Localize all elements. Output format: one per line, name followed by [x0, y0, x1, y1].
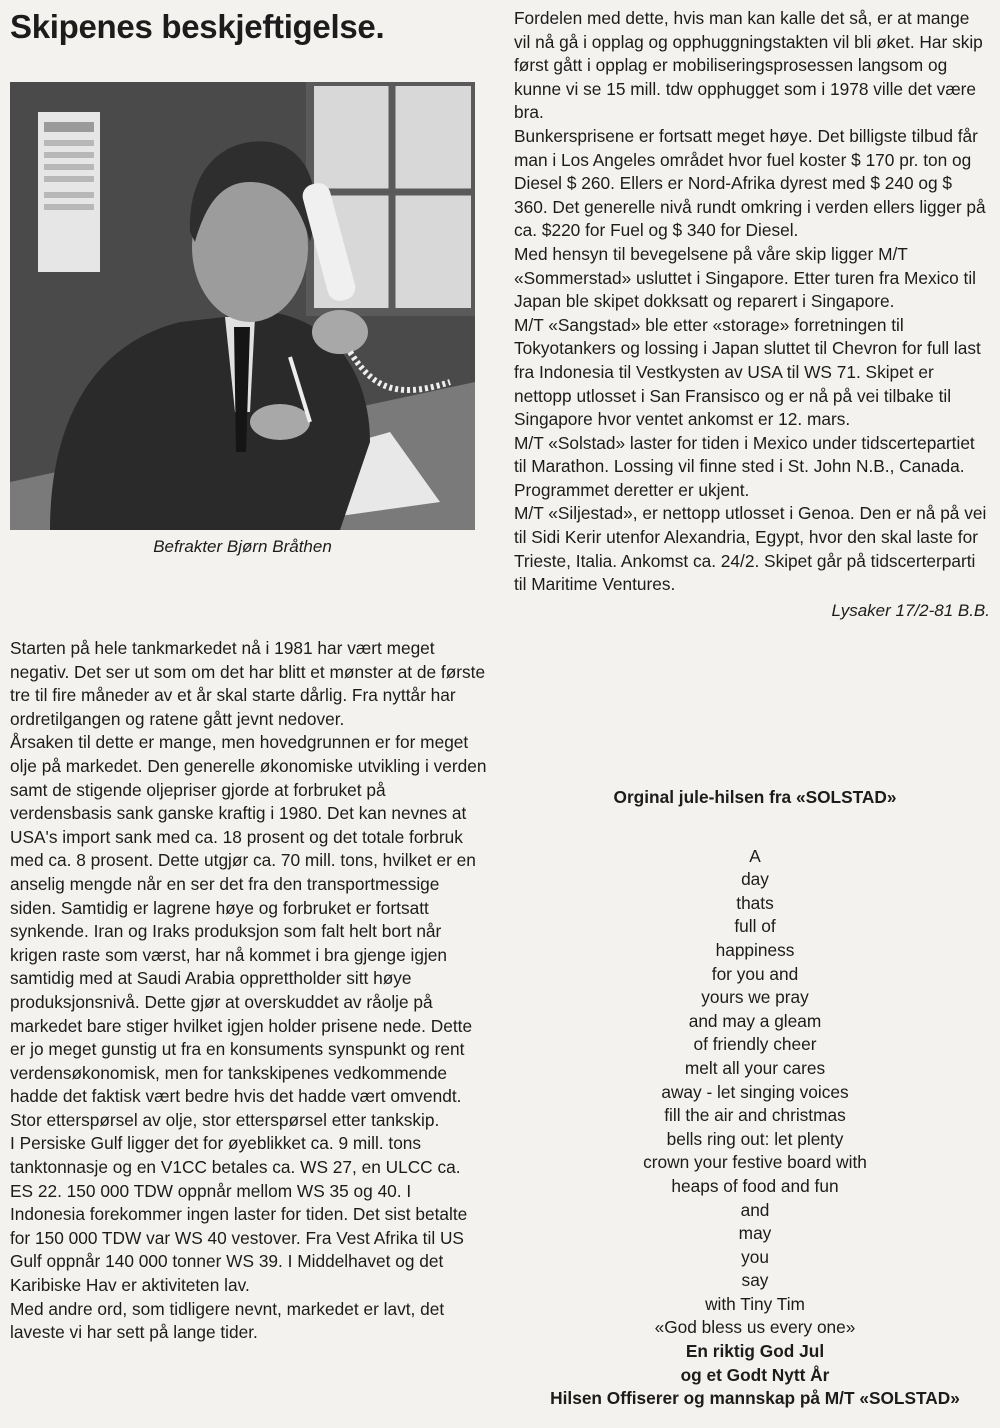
poem-line: you [741, 1246, 769, 1267]
poem-line: fill the air and christmas [664, 1105, 846, 1126]
poem-closing-line: En riktig God Jul [685, 1341, 825, 1362]
poem-line: full of [734, 916, 776, 937]
photo-caption: Befrakter Bjørn Bråthen [153, 537, 332, 556]
article-paragraph: Med andre ord, som tidligere nevnt, markedet er lavt, det laveste vi har sett på lange tider. [10, 1298, 445, 1343]
poem-closing-line: og et Godt Nytt År [680, 1364, 830, 1385]
article-paragraph: Bunkersprisene er fortsatt meget høye. Det billigste tilbud får man i Los Angeles området hvor fuel koster $ 170 pr. ton og Diesel $ 260. Ellers er Nord-Afrika dyrest med $ 240 og $ 360. Det generelle nivå rundt omkring i verden ellers ligger på ca. $220 for Fuel og $ 340 for Diesel. [514, 125, 986, 241]
poem-line: happiness [715, 939, 795, 960]
christmas-greeting [514, 786, 996, 1411]
portrait-photo-illustration [10, 82, 475, 530]
article-paragraph: Fordelen med dette, hvis man kan kalle det så, er at mange vil nå gå i opplag og opphuggningstakten vil bli øket. Har skip først gått i opplag er mobiliseringsprosessen langsom og kunne vi se 15 mill. tdw opphugget som i 1978 ville det være bra. [514, 8, 983, 123]
poem-line: of friendly cheer [693, 1034, 817, 1055]
article-paragraph: Med hensyn til bevegelsene på våre skip ligger M/T «Sommerstad» usluttet i Singapore. Etter turen fra Mexico til Japan ble skipet dokksatt og reparert i Singapore. [514, 243, 977, 312]
article-paragraph: M/T «Sangstad» ble etter «storage» forretningen til Tokyotankers og lossing i Japan sluttet til Chevron for full last fra Indonesia til Vestkysten av USA til WS 71. Skipet er nettopp utlosset i San Fransisco og er nå på vei tilbake til Singapore hvor ventet ankomst er 12. mars. [514, 314, 981, 430]
poem-line: thats [736, 892, 774, 913]
poem-title: Orginal jule-hilsen fra «SOLSTAD» [613, 787, 897, 807]
poem-line: say [741, 1270, 769, 1291]
poem-closing [514, 1340, 996, 1411]
article-paragraph: Årsaken til dette er mange, men hovedgrunnen er for meget olje på markedet. Den generelle økonomiske utvikling i verden samt de stigende oljepriser gjorde at forbruket på verdensbasis sank ganske kraftig i 1980. Det kan nevnes at USA's import sank med ca. 18 prosent og det totale forbruk med ca. 8 prosent. Dette utgjør ca. 70 mill. tons, hvilket er en anselig mengde når en ser det fra den transportmessige siden. Samtidig er lagrene høye og forbruket er fortsatt synkende. Iran og Iraks produksjon som falt helt bort når krigen raste som værst, har nå kommet i bra gjenge igjen samtidig med at Saudi Arabia opprettholder sitt høye produksjonsnivå. Dette gjør at overskuddet av råolje på markedet bare stiger hvilket igjen holder prisene nede. Dette er jo meget gunstig ut fra en konsuments synspunkt og rent verdensøkonomisk, men for tankskipenes vedkommende hadde det faktisk vært bedre hvis det hadde vært omvendt. Stor etterspørsel av olje, stor etterspørsel etter tankskip. [10, 732, 487, 1130]
poem-line: day [741, 869, 769, 890]
article-paragraph: I Persiske Gulf ligger det for øyeblikket ca. 9 mill. tons tanktonnasje og en V1CC betales ca. WS 27, en ULCC ca. ES 22. 150 000 TDW oppnår mellom WS 35 og 40. I Indonesia forekommer ingen laster for tiden. Det sist betalte for 150 000 TDW var WS 40 vestover. Fra Vest Afrika til US Gulf oppnår 140 000 tonner WS 39. I Middelhavet og det Karibiske Hav er aktiviteten lav. [10, 1133, 468, 1296]
poem-line: and may a gleam [688, 1010, 822, 1031]
poem-line: crown your festive board with [643, 1152, 867, 1173]
poem-line: for you and [711, 963, 799, 984]
poem-line: A [749, 845, 761, 866]
article-paragraph: M/T «Siljestad», er nettopp utlosset i Genoa. Den er nå på vei til Sidi Kerir utenfor Alexandria, Egypt, hvor den skal laste for Trieste, Italia. Ankomst ca. 24/2. Skipet går på tidscerterparti til Maritime Ventures. [514, 503, 987, 595]
poem-lines [514, 845, 996, 1340]
poem-line: and [740, 1199, 770, 1220]
poem-line: may [738, 1223, 772, 1244]
poem-line: «God bless us every one» [654, 1317, 856, 1338]
poem-line: with Tiny Tim [705, 1293, 805, 1314]
poem-line: melt all your cares [684, 1057, 826, 1078]
article-left-column [10, 637, 488, 1345]
poem-closing-line: Hilsen Offiserer og mannskap på M/T «SOLSTAD» [550, 1388, 960, 1409]
article-paragraph: M/T «Solstad» laster for tiden i Mexico under tidscertepartiet til Marathon. Lossing vil finne sted i St. John N.B., Canada. Programmet deretter er ukjent. [514, 432, 975, 500]
article-right-column [514, 7, 990, 622]
article-paragraph: Starten på hele tankmarkedet nå i 1981 har vært meget negativ. Det ser ut som om det har blitt et mønster at de første tre til fire måneder av et år skal starte dårlig. Fra nyttår har ordretilgangen og ratene gått jevnt nedover. [10, 638, 486, 729]
poem-line: away - let singing voices [661, 1081, 849, 1102]
article-signoff: Lysaker 17/2-81 B.B. [831, 600, 990, 620]
article-title: Skipenes beskjeftigelse. [10, 8, 385, 45]
portrait-photo [10, 82, 475, 530]
poem-line: bells ring out: let plenty [666, 1128, 844, 1149]
poem-line: heaps of food and fun [671, 1175, 839, 1196]
poem-line: yours we pray [701, 987, 809, 1008]
